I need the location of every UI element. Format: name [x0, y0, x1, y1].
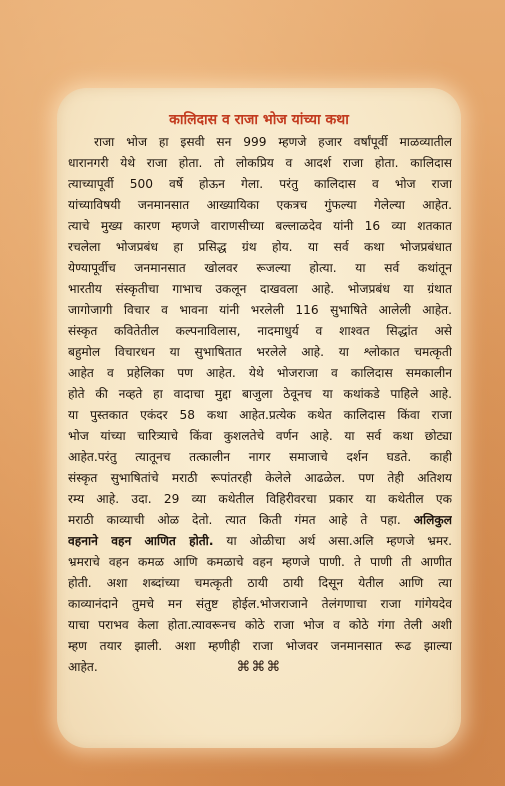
text-line: याचा पराभव केला होता.त्यावरूनच कोठे राजा भोज व कोठे गंगा तेली अशी	[68, 618, 452, 632]
text-line: भोज यांच्या चारित्र्याचे किंवा कुशलतेचे वर्णन आहे. या सर्व कथा छोट्या	[68, 429, 452, 443]
quote-start: अलिकुल	[413, 513, 452, 527]
text-line-quote	[68, 531, 452, 552]
text-line: धारानगरी येथे राजा होता. तो लोकप्रिय व आदर्श राजा होता. कालिदास	[68, 156, 452, 170]
text-line: आहेत व प्रहेलिका पण आहेत. येथे भोजराजा व कालिदास समकालीन	[68, 366, 452, 380]
article-title: कालिदास व राजा भोज यांच्या कथा	[169, 112, 349, 128]
text-line: भारतीय संस्कृतीचा गाभाच उकलून दाखवला आहे. भोजप्रबंध या ग्रंथात	[68, 282, 452, 296]
text-line: आहेत.परंतु त्यातूनच तत्कालीन नागर समाजाचे दर्शन घडते. काही	[68, 450, 452, 464]
text-line: राजा भोज हा इसवी सन 999 म्हणजे हजार वर्षांपूर्वी माळव्यातील	[94, 135, 452, 149]
text-line: रचलेला भोजप्रबंध हा प्रसिद्ध ग्रंथ होय. या सर्व कथा भोजप्रबंधात	[68, 240, 452, 254]
text-line: त्याच्यापूर्वी 500 वर्षे होऊन गेला. परंतु कालिदास व भोज राजा	[68, 177, 452, 191]
text-line-part: मराठी काव्याची ओळ देतो. त्यात किती गंमत आहे ते पहा.	[68, 513, 401, 527]
ornament-divider: ⌘⌘⌘	[236, 659, 282, 675]
text-line-with-quote	[68, 510, 452, 531]
text-line: होते की नव्हते हा वादाचा मुद्दा बाजुला ठेवूनच या कथांकडे पाहिले आहे.	[68, 387, 452, 401]
text-line: आहेत.	[68, 660, 98, 674]
text-line: संस्कृत सुभाषितांचे मराठी रूपांतरही केलेले आढळेल. पण तेही अतिशय	[68, 471, 452, 485]
text-line: होती. अशा शब्दांच्या चमत्कृती ठायी ठायी दिसून येतील आणि त्या	[68, 576, 452, 590]
text-line: या पुस्तकात एकंदर 58 कथा आहेत.प्रत्येक कथेत कालिदास किंवा राजा	[68, 408, 452, 422]
text-line: म्हण तयार झाली. अशा म्हणीही राजा भोजवर जनमानसात रूढ झाल्या	[68, 639, 452, 653]
text-line: रम्य आहे. उदा. 29 व्या कथेतील विहिरीवरचा प्रकार या कथेतील एक	[68, 492, 452, 506]
text-line: जागोजागी विचार व भावना यांनी भरलेली 116 सुभाषिते आलेली आहेत.	[68, 303, 452, 317]
text-line: त्याचे मुख्य कारण म्हणजे वाराणसीच्या बल्लाळदेव यांनी 16 व्या शतकात	[68, 219, 452, 233]
text-line: बहुमोल विचारधन या सुभाषितात भरलेले आहे. या श्लोकात चमत्कृती	[68, 345, 452, 359]
quote-explanation: या ओळीचा अर्थ असा.अलि म्हणजे भ्रमर.	[226, 534, 452, 548]
text-line: येण्यापूर्वीच जनमानसात खोलवर रूजल्या होत्या. या सर्व कथांतून	[68, 261, 452, 275]
text-line: यांच्याविषयी जनमानसात आख्यायिका एकत्रच गुंफल्या गेलेल्या आहेत.	[68, 198, 452, 212]
article-body	[68, 132, 452, 678]
text-panel	[57, 88, 461, 748]
text-line: काव्यानंदाने तुमचे मन संतुष्ट होईल.भोजराजाने तेलंगणाचा राजा गांगेयदेव	[68, 597, 452, 611]
text-line: संस्कृत कवितेतील कल्पनाविलास, नादमाधुर्य व शाश्वत सिद्धांत असे	[68, 324, 452, 338]
text-line: भ्रमराचे वहन कमळ आणि कमळाचे वहन म्हणजे पाणी. ते पाणी ती आणीत	[68, 555, 452, 569]
quote-end: वहनाने वहन आणित होती.	[68, 534, 214, 548]
